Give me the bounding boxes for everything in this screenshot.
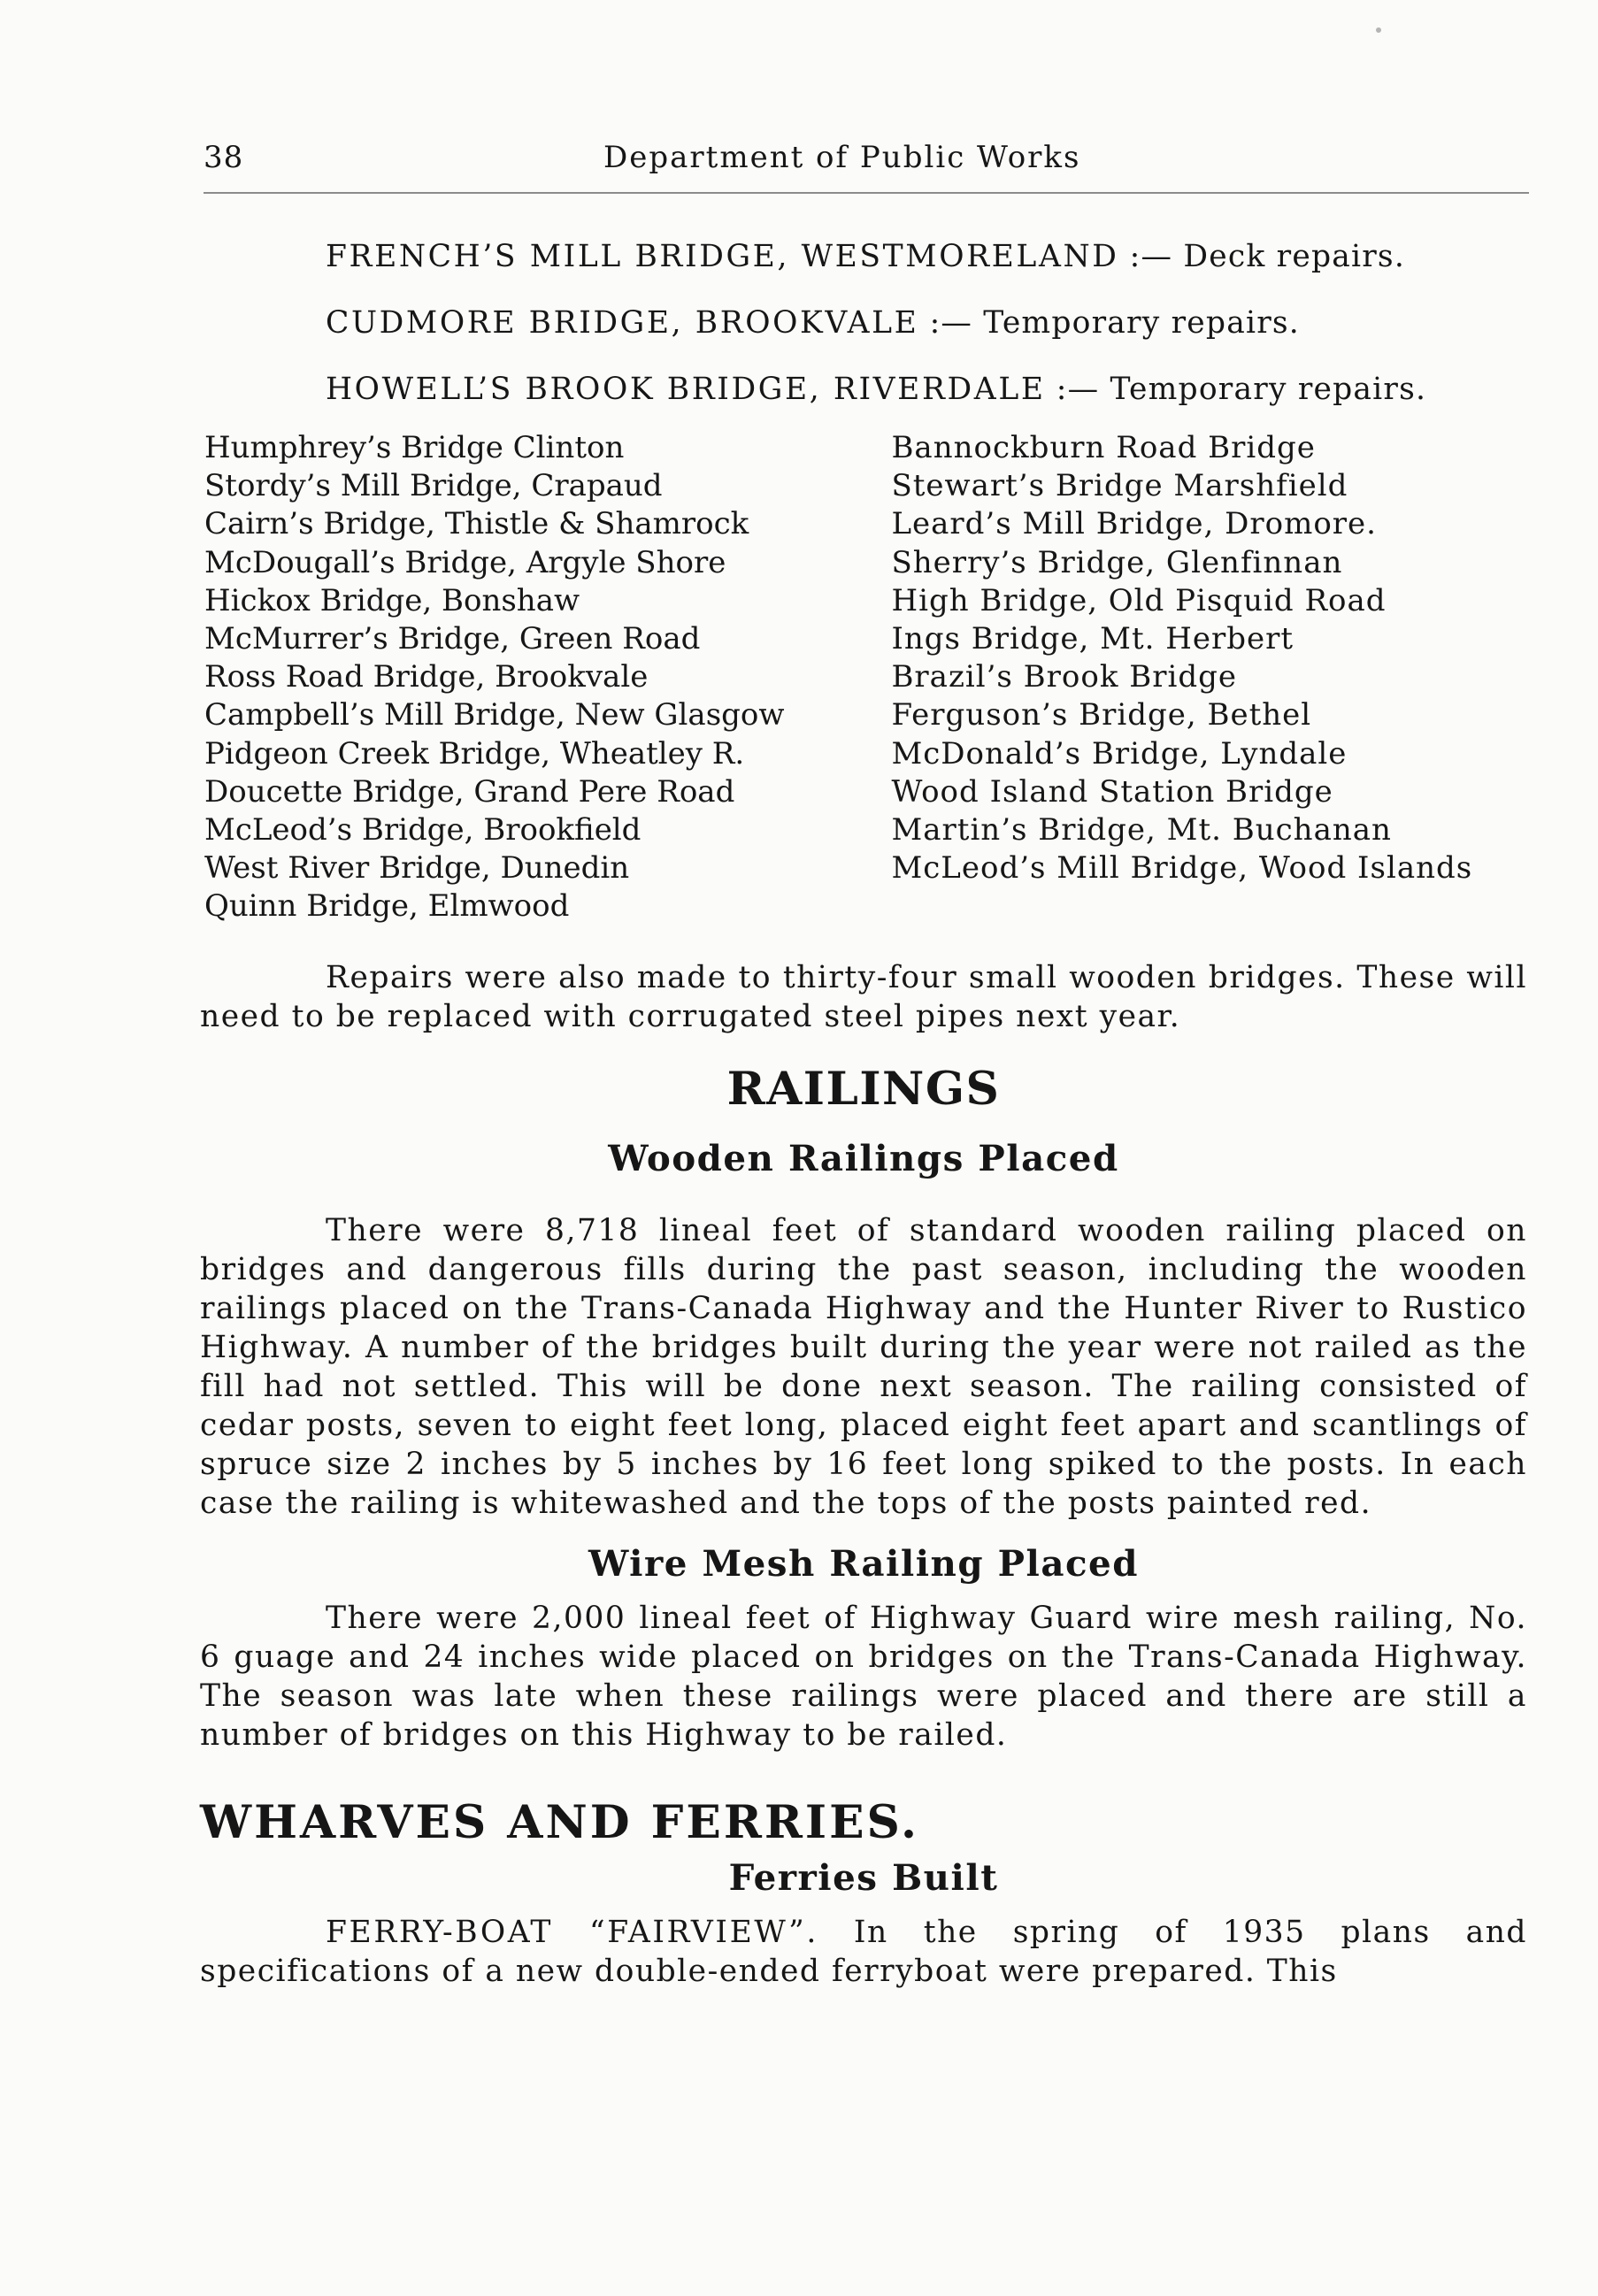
- page-header: [204, 140, 1566, 184]
- list-item: Campbell’s Mill Bridge, New Glasgow: [204, 697, 785, 733]
- list-item: McDougall’s Bridge, Argyle Shore: [204, 544, 726, 580]
- list-item: West River Bridge, Dunedin: [204, 850, 630, 887]
- small-bridges-paragraph: Repairs were also made to thirty-four small wooden bridges. These will need to be replaced with corrugated steel pipes next year.: [200, 959, 1527, 1034]
- ferries-built-heading: Ferries Built: [728, 1855, 999, 1899]
- list-item: Brazil’s Brook Bridge: [891, 659, 1238, 695]
- list-item: McDonald’s Bridge, Lyndale: [891, 735, 1348, 772]
- list-item: Stewart’s Bridge Marshfield: [891, 468, 1348, 504]
- list-item: Martin’s Bridge, Mt. Buchanan: [891, 812, 1392, 849]
- list-item: Humphrey’s Bridge Clinton: [204, 430, 625, 465]
- ferry-boat-paragraph: [200, 1913, 1527, 1991]
- list-item: Bannockburn Road Bridge: [891, 430, 1316, 465]
- list-item: Hickox Bridge, Bonshaw: [204, 582, 580, 618]
- list-item: Sherry’s Bridge, Glenfinnan: [891, 544, 1343, 580]
- wharves-heading: WHARVES AND FERRIES.: [200, 1794, 920, 1849]
- railings-heading: RAILINGS: [726, 1061, 1001, 1116]
- list-item: Wood Island Station Bridge: [891, 773, 1333, 810]
- list-item: McLeod’s Mill Bridge, Wood Islands: [891, 850, 1473, 887]
- ferry-boat-text: In the spring of 1935 plans and specifications of a new double-ended ferryboat were prepared. This: [200, 1914, 1527, 1989]
- bridge-list-right-column: [891, 429, 1527, 926]
- page-number: 38: [204, 140, 244, 175]
- list-item: McLeod’s Bridge, Brookfield: [204, 812, 642, 849]
- bridge-name: CUDMORE BRIDGE, BROOKVALE: [326, 305, 919, 341]
- list-item: McMurrer’s Bridge, Green Road: [204, 621, 701, 657]
- bridge-name: FRENCH’S MILL BRIDGE, WESTMORELAND: [326, 239, 1119, 274]
- bridge-work: Temporary repairs.: [1110, 372, 1427, 407]
- running-title: Department of Public Works: [603, 140, 1081, 175]
- bridge-work: Deck repairs.: [1183, 239, 1406, 274]
- list-item: High Bridge, Old Pisquid Road: [891, 582, 1387, 618]
- paper-speck: [1376, 27, 1381, 33]
- wooden-railings-heading: Wooden Railings Placed: [608, 1136, 1119, 1179]
- ferry-boat-name: FERRY-BOAT “FAIRVIEW”.: [326, 1914, 818, 1950]
- bridge-list-left-column: [200, 429, 891, 926]
- header-rule: [204, 192, 1529, 194]
- bridge-name: HOWELL’S BROOK BRIDGE, RIVERDALE: [326, 372, 1046, 407]
- list-item: Ross Road Bridge, Brookvale: [204, 659, 649, 695]
- bridge-repair-line: [200, 237, 1527, 276]
- list-item: Stordy’s Mill Bridge, Crapaud: [204, 468, 663, 504]
- wire-mesh-paragraph: There were 2,000 lineal feet of Highway Guard wire mesh railing, No. 6 guage and 24 inches wide placed on bridges on the Trans-Canada Highway. The season was late when these railings were placed and there are still a number of bridges on this Highway to be railed.: [200, 1600, 1527, 1753]
- bridge-list: [200, 429, 1527, 926]
- list-item: Ings Bridge, Mt. Herbert: [891, 621, 1295, 657]
- bridge-separator: :—: [1045, 372, 1110, 407]
- bridge-repair-line: [200, 303, 1527, 342]
- bridge-work: Temporary repairs.: [983, 305, 1300, 341]
- list-item: Leard’s Mill Bridge, Dromore.: [891, 506, 1377, 542]
- bridge-separator: :—: [1118, 239, 1184, 274]
- wooden-railings-paragraph: There were 8,718 lineal feet of standard wooden railing placed on bridges and dangerous fills during the past season, including the wooden railings placed on the Trans-Canada Highway and the Hunter River to Rustico Highway. A number of the bridges built during the year were not railed as the fill had not settled. This will be done next season. The railing consisted of cedar posts, seven to eight feet long, placed eight feet apart and scantlings of spruce size 2 inches by 5 inches by 16 feet long spiked to the posts. In each case the railing is whitewashed and the tops of the posts painted red.: [200, 1212, 1527, 1521]
- bridge-repair-line: [200, 370, 1527, 409]
- list-item: Pidgeon Creek Bridge, Wheatley R.: [204, 735, 745, 772]
- list-item: Doucette Bridge, Grand Pere Road: [204, 773, 735, 810]
- page-content: [200, 237, 1527, 1991]
- wire-mesh-heading: Wire Mesh Railing Placed: [588, 1541, 1139, 1585]
- list-item: Cairn’s Bridge, Thistle & Shamrock: [204, 506, 749, 542]
- list-item: Quinn Bridge, Elmwood: [204, 888, 570, 925]
- list-item: Ferguson’s Bridge, Bethel: [891, 697, 1312, 733]
- bridge-separator: :—: [918, 305, 984, 341]
